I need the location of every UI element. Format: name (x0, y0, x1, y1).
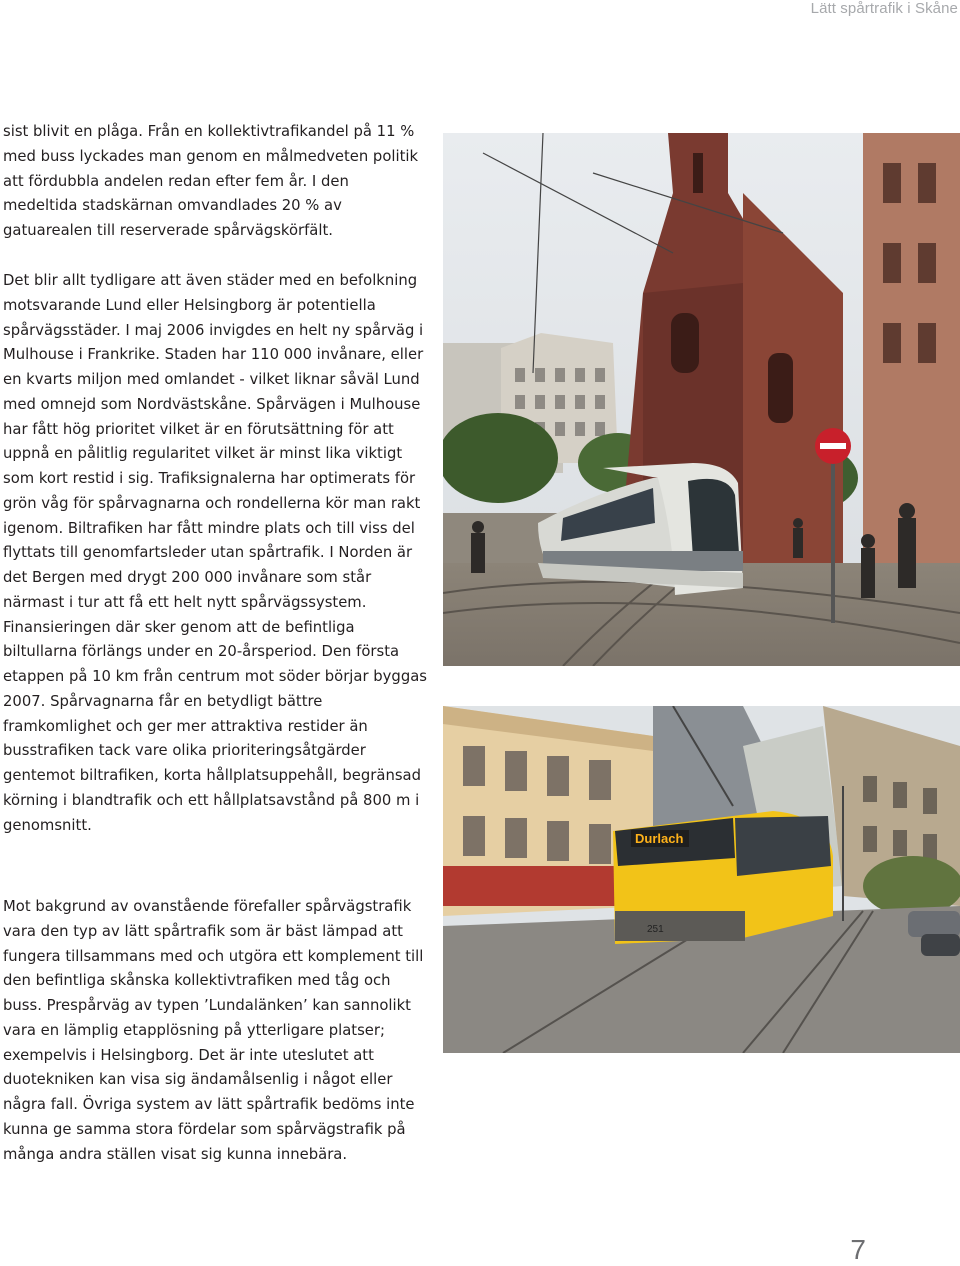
tram (613, 811, 833, 944)
paragraph-1: sist blivit en plåga. Från en kollektivtrafikandel på 11 % med buss lyckades man genom en målmedveten politik att fördubbla andelen redan efter fem år. I den medeltida stadskärnan omvandlades 20 % av gatuarealen till reserverade spårvägskörfält. (3, 123, 419, 239)
body-text-column (3, 120, 428, 244)
body-text-column (3, 269, 428, 838)
tree (443, 413, 558, 503)
page-number: 7 (850, 1234, 866, 1265)
paragraph-2: Det blir allt tydligare att även städer med en befolkning motsvarande Lund eller Helsingborg är potentiella spårvägsstäder. I maj 2006 invigdes en helt ny spårväg i Mulhouse i Frankrike. Staden har 110 000 invånare, eller en kvarts miljon med omlandet - vilket liknar såväl Lund med omnejd som Nordvästskåne. Spårvägen i Mulhouse har fått hög prioritet vilket är en förutsättning för att uppnå en pålitlig regularitet vilket är minst lika viktigt som kort restid i sig. Trafiksignalerna har optimerats för grön våg för spårvagnarna och rondellerna kör man rakt igenom. Biltrafiken har fått mindre plats och till viss del flyttats till genomfartsleder utan spårtrafik. I Norden är det Bergen med drygt 200 000 invånare som står närmast i tur att få ett helt nytt spårvägssystem. Finansieringen där sker genom att de befintliga biltullarna förlängs under en 20-årsperiod. Den första etappen på 10 km från centrum mot söder börjar byggas 2007. Spårvagnarna får en betydligt bättre framkomlighet och ger mer attraktiva restider än busstrafiken tack vare olika prioriteringsåtgärder gentemot biltrafiken, korta hållplatsuppehåll, begränsad körning i blandtrafik och ett hållplatsavstånd på 800 m i genomsnitt. (3, 272, 427, 834)
photo-mulhouse-tram (443, 133, 960, 666)
body-text-column (3, 895, 428, 1167)
running-header: Lätt spårtrafik i Skåne (810, 0, 958, 17)
tram-destination-sign: Durlach (635, 831, 684, 846)
photo-durlach-illustration (443, 706, 960, 1053)
photo-mulhouse-illustration (443, 133, 960, 666)
photo-durlach-tram (443, 706, 960, 1053)
paragraph-3: Mot bakgrund av ovanstående förefaller spårvägstrafik vara den typ av lätt spårtrafik som är bäst lämpad att fungera tillsammans med och utgöra ett komplement till den befintliga skånska kollektivtrafiken med tåg och buss. Prespårväg av typen ’Lundalänken’ kan sannolikt vara en lämplig etapplösning på ytterligare platser; exempelvis i Helsingborg. Det är inte uteslutet att duotekniken kan visa sig ändamålsenlig i något eller några fall. Övriga system av lätt spårtrafik bedöms inte kunna ge samma stora fördelar som spårvägstrafik på många andra ställen visat sig kunna innebära. (3, 898, 424, 1163)
tram-number: 251 (647, 924, 664, 935)
